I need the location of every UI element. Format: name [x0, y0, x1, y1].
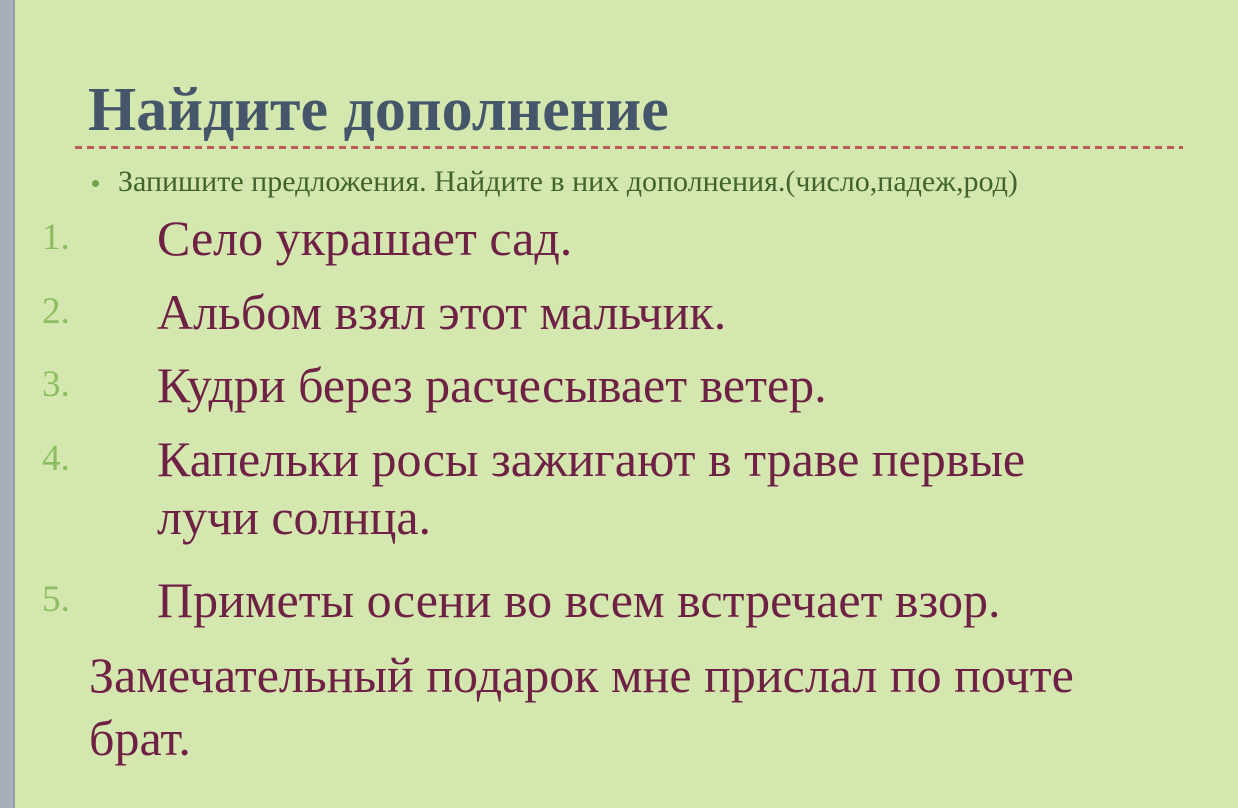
- item-number: 2.: [42, 290, 70, 332]
- item-text: Капельки росы зажигают в траве первые лучи солнца.: [157, 430, 1026, 545]
- list-item: [15, 571, 1238, 630]
- item-text: Альбом взял этот мальчик.: [157, 283, 727, 340]
- item-number: 1.: [42, 217, 70, 258]
- bullet-icon: [92, 180, 99, 187]
- list-item: [15, 356, 1238, 415]
- dashed-divider: [75, 146, 1183, 149]
- list-item: [15, 430, 1238, 547]
- slide-title: Найдите дополнение: [88, 76, 669, 144]
- item-text: Приметы осени во всем встречает взор.: [157, 571, 1001, 628]
- item-number: 5.: [42, 578, 70, 620]
- item-number: 3.: [42, 364, 70, 405]
- footer-sentence: Замечательный подарок мне прислал по почте брат.: [89, 647, 1074, 766]
- item-text: Кудри берез расчесывает ветер.: [157, 357, 827, 413]
- instruction-row: [92, 165, 1198, 199]
- item-text: Село украшает сад.: [157, 210, 573, 266]
- slide-canvas: [15, 0, 1238, 808]
- sentence-list: [15, 209, 1238, 629]
- instruction-text: Запишите предложения. Найдите в них дополнения.(число,падеж,род): [118, 165, 1018, 198]
- list-item: [15, 209, 1238, 268]
- item-number: 4.: [42, 437, 70, 479]
- list-item: [15, 283, 1238, 342]
- left-gray-strip: [0, 0, 15, 808]
